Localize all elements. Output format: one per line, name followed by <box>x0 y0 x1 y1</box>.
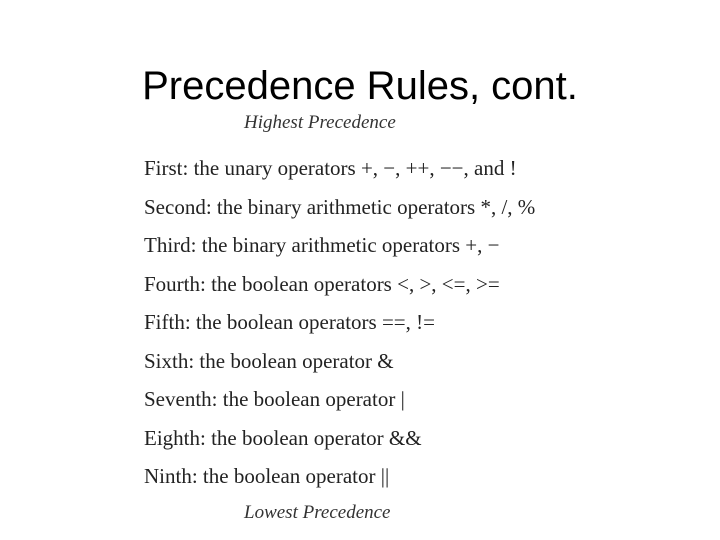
rule-seventh: Seventh: the boolean operator | <box>144 387 405 411</box>
rule-sixth: Sixth: the boolean operator & <box>144 348 394 373</box>
slide-title: Precedence Rules, cont. <box>142 64 578 108</box>
rule-first: First: the unary operators +, −, ++, −−, and ! <box>144 156 517 180</box>
rule-ninth: Ninth: the boolean operator || <box>144 464 390 488</box>
highest-precedence-label: Highest Precedence <box>244 112 396 133</box>
rule-eighth: Eighth: the boolean operator && <box>144 425 422 450</box>
rule-fourth: Fourth: the boolean operators <, >, <=, >= <box>144 271 500 296</box>
precedence-rules-list <box>144 149 535 496</box>
precedence-figure <box>144 108 704 528</box>
rule-fifth: Fifth: the boolean operators ==, != <box>144 310 435 334</box>
lowest-precedence-label: Lowest Precedence <box>244 502 391 523</box>
rule-third: Third: the binary arithmetic operators +, − <box>144 233 500 257</box>
rule-second: Second: the binary arithmetic operators *, /, % <box>144 194 536 219</box>
